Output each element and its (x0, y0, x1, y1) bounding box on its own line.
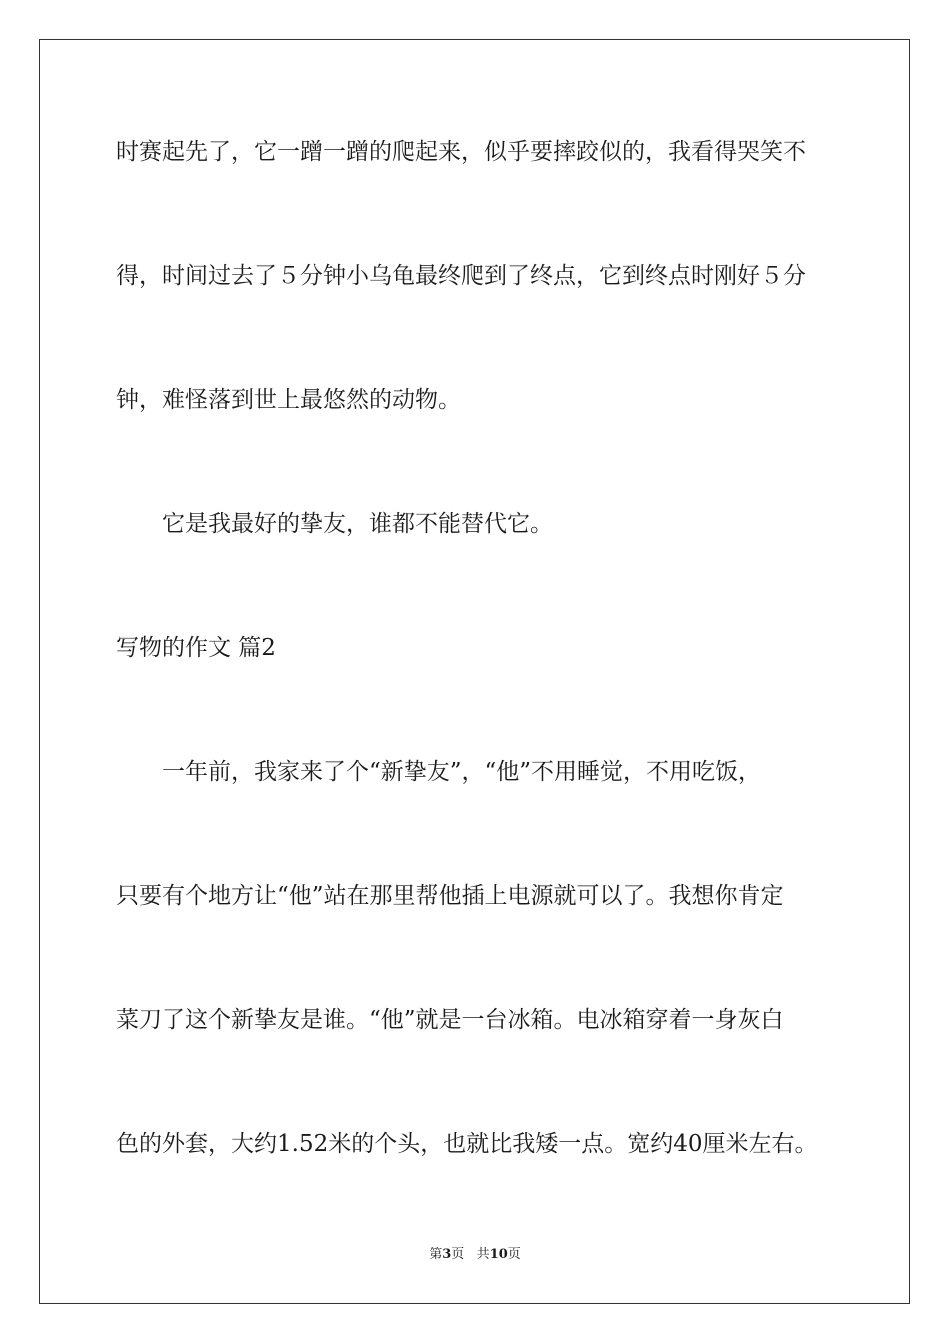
total-pages: 10 (489, 1247, 508, 1262)
page-footer (0, 1246, 950, 1264)
page-prefix: 第 (429, 1247, 443, 1262)
total-suffix: 页 (507, 1247, 521, 1262)
text-line-3: 钟，难怪落到世上最悠然的动物。 (116, 387, 461, 413)
text-line-6: 一年前，我家来了个“新挚友”，“他”不用睡觉，不用吃饭， (116, 759, 762, 785)
total-prefix: 共 (476, 1247, 490, 1262)
section-heading: 写物的作文 篇2 (116, 635, 276, 661)
page-suffix: 页 (451, 1247, 465, 1262)
text-line-7: 只要有个地方让“他”站在那里帮他插上电源就可以了。我想你肯定 (116, 883, 784, 909)
text-line-4: 它是我最好的挚友，谁都不能替代它。 (116, 511, 553, 537)
page-border (39, 39, 910, 1304)
text-line-9: 色的外套，大约1.52米的个头，也就比我矮一点。宽约40厘米左右。 (116, 1131, 818, 1157)
text-line-2: 得，时间过去了５分钟小乌龟最终爬到了终点，它到终点时刚好５分 (116, 263, 806, 289)
text-line-1: 时赛起先了，它一蹭一蹭的爬起来，似乎要摔跤似的，我看得哭笑不 (116, 139, 806, 165)
page-number: 3 (442, 1247, 452, 1262)
text-line-8: 菜刀了这个新挚友是谁。“他”就是一台冰箱。电冰箱穿着一身灰白 (116, 1007, 784, 1033)
